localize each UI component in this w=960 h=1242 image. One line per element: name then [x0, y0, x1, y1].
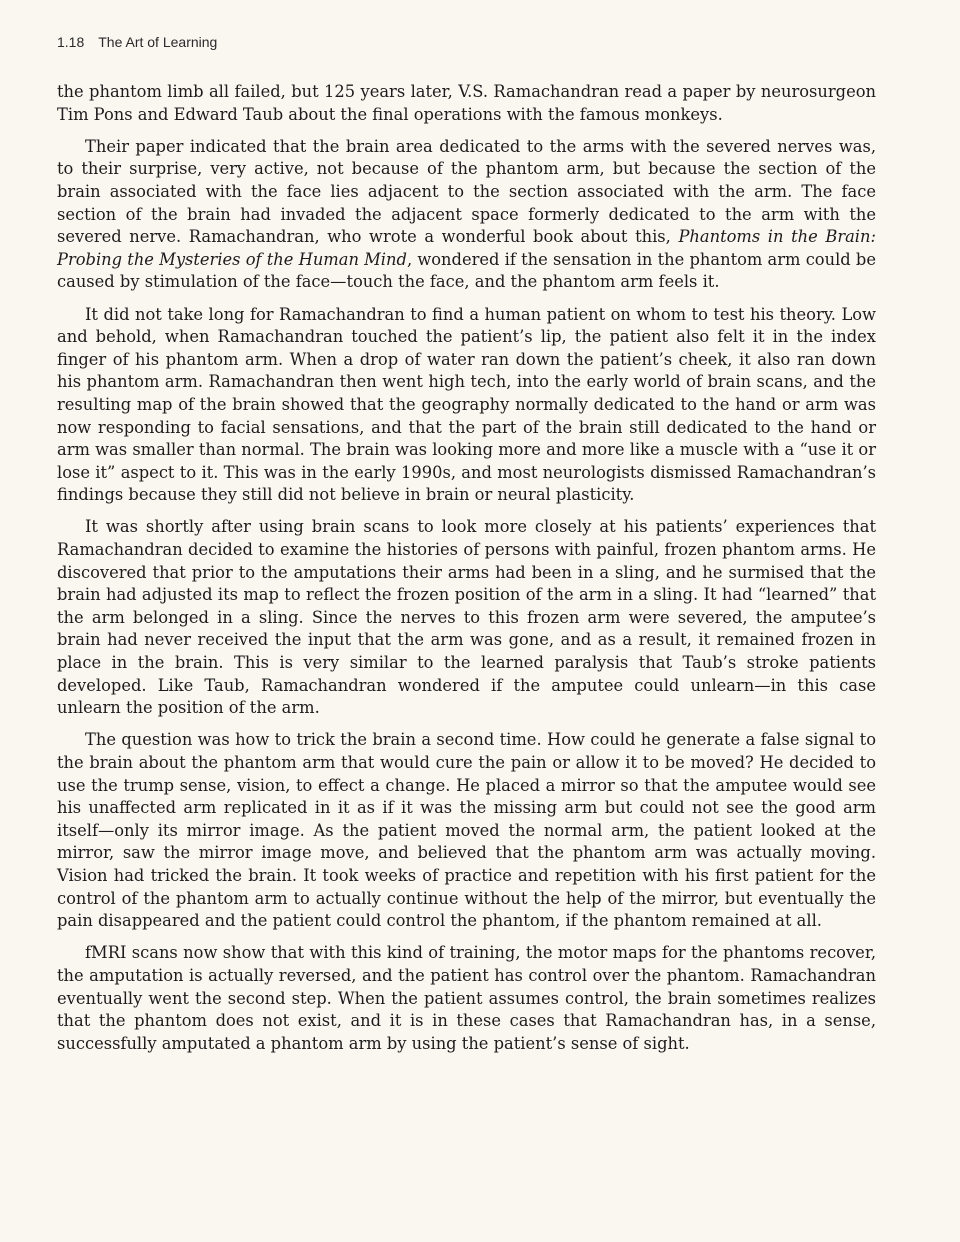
paragraph-3: It did not take long for Ramachandran to find a human patient on whom to test his theory. Low and behold, when Ramachandran touched the patient’s lip, the patient also felt it in the index finger of his phantom arm. When a drop of water ran down the patient’s cheek, it also ran down his phantom arm. Ramachandran then went high tech, into the early world of brain scans, and the resulting map of the brain showed that the geography normally dedicated to the hand or arm was now responding to facial sensations, and that the part of the brain still dedicated to the hand or arm was smaller than normal. The brain was looking more and more like a muscle with a “use it or lose it” aspect to it. This was in the early 1990s, and most neurologists dismissed Ramachandran’s findings because they still did not believe in brain or neural plasticity. — [57, 304, 876, 505]
paragraph-2-text-before: Their paper indicated that the brain area dedicated to the arms with the severed nerves was, to their surprise, very active, not because of the phantom arm, but because the section of the brain associated with the face lies adjacent to the section associated with the arm. The face section of the brain had invaded the adjacent space formerly dedicated to the arm with the severed nerve. Ramachandran, who wrote a wonderful book about this, — [57, 136, 876, 247]
paragraph-1: the phantom limb all failed, but 125 years later, V.S. Ramachandran read a paper by neurosurgeon Tim Pons and Edward Taub about the final operations with the famous monkeys. — [57, 82, 876, 124]
book-title-citation: Phantoms in the Brain: Probing the Mysteries of the Human Mind — [57, 227, 876, 269]
running-head — [57, 34, 217, 50]
paragraph-2-text-after: , wondered if the sensation in the phantom arm could be caused by stimulation of the face—touch the face, and the phantom arm feels it. — [57, 249, 876, 292]
book-title: The Art of Learning — [98, 34, 218, 50]
paragraph-5: The question was how to trick the brain a second time. How could he generate a false signal to the brain about the phantom arm that would cure the pain or allow it to be moved? He decided to use the trump sense, vision, to effect a change. He placed a mirror so that the amputee would see his unaffected arm replicated in it as if it was the missing arm but could not see the good arm itself—only its mirror image. As the patient moved the normal arm, the patient looked at the mirror, saw the mirror image move, and believed that the phantom arm was actually moving. Vision had tricked the brain. It took weeks of practice and repetition with his first patient for the control of the phantom arm to actually continue without the help of the mirror, but eventually the pain disappeared and the patient could control the phantom, if the phantom remained at all. — [57, 730, 876, 931]
body-text — [57, 81, 876, 1065]
page-number: 1.18 — [57, 34, 85, 50]
paragraph-2 — [57, 136, 876, 294]
paragraph-4: It was shortly after using brain scans to look more closely at his patients’ experiences that Ramachandran decided to examine the histories of persons with painful, frozen phantom arms. He discovered that prior to the amputations their arms had been in a sling, and he surmised that the brain had adjusted its map to reflect the frozen position of the arm in a sling. It had “learned” that the arm belonged in a sling. Since the nerves to this frozen arm were severed, the amputee’s brain had never received the input that the arm was gone, and as a result, it remained frozen in place in the brain. This is very similar to the learned paralysis that Taub’s stroke patients developed. Like Taub, Ramachandran wondered if the amputee could unlearn—in this case unlearn the position of the arm. — [57, 517, 876, 718]
paragraph-6: fMRI scans now show that with this kind of training, the motor maps for the phantoms recover, the amputation is actually reversed, and the patient has control over the phantom. Ramachandran eventually went the second step. When the patient assumes control, the brain sometimes realizes that the phantom does not exist, and it is in these cases that Ramachandran has, in a sense, successfully amputated a phantom arm by using the patient’s sense of sight. — [57, 943, 876, 1053]
